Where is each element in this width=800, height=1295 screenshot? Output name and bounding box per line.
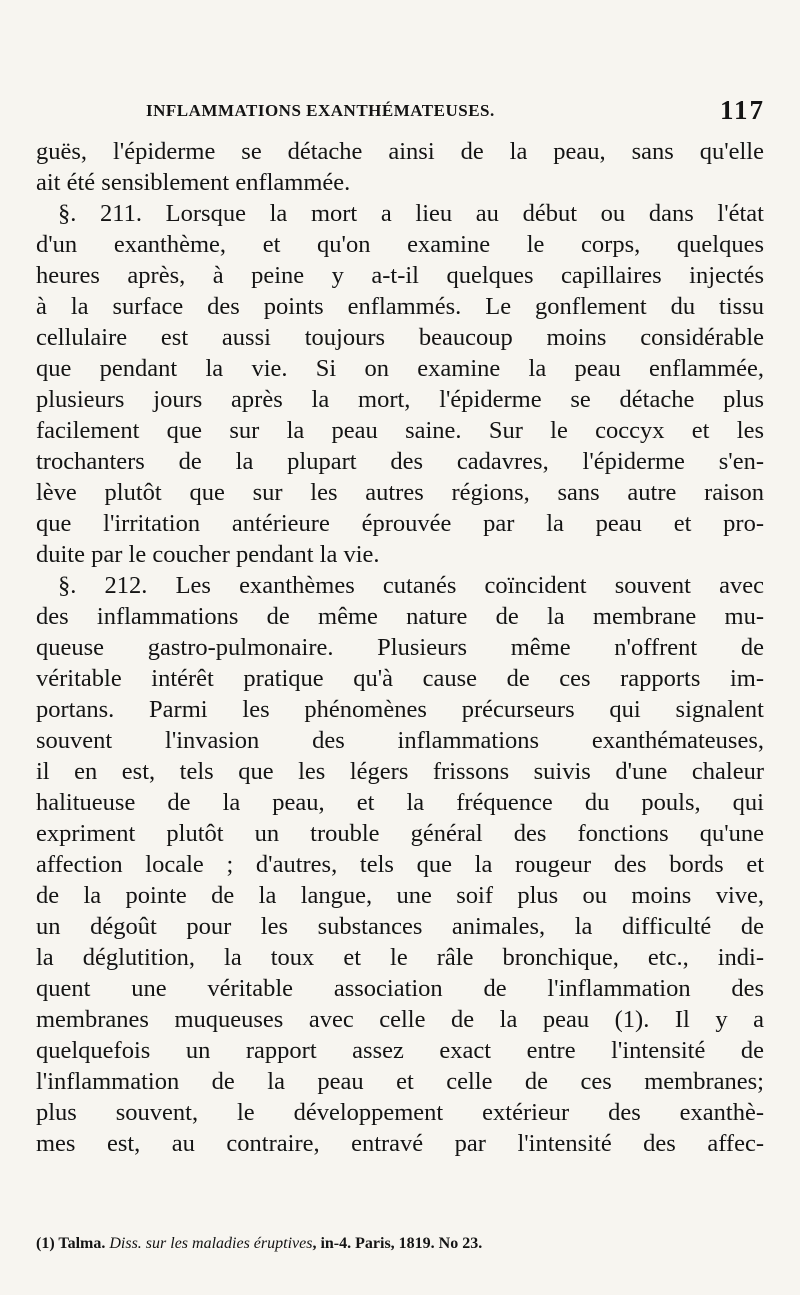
text-line: duite par le coucher pendant la vie. [36, 541, 380, 568]
text-line: plus souvent, le développement extérieur des exanthè- [36, 1099, 764, 1126]
text-line: affection locale ; d'autres, tels que la rougeur des bords et [36, 851, 764, 878]
text-line: plusieurs jours après la mort, l'épiderme se détache plus [36, 386, 764, 413]
text-line: cellulaire est aussi toujours beaucoup moins considérable [36, 324, 764, 351]
footnote-title: Diss. sur les maladies éruptives [109, 1235, 313, 1252]
text-line: que pendant la vie. Si on examine la peau enflammée, [36, 355, 764, 382]
text-line: queuse gastro-pulmonaire. Plusieurs même n'offrent de [36, 634, 764, 661]
footnote-rest: , in-4. Paris, 1819. No 23. [312, 1235, 483, 1252]
text-line: ait été sensiblement enflammée. [36, 169, 351, 196]
text-line: que l'irritation antérieure éprouvée par la peau et pro- [36, 510, 764, 537]
text-line: quelquefois un rapport assez exact entre l'intensité de [36, 1037, 764, 1064]
text-line: la déglutition, la toux et le râle bronchique, etc., indi- [36, 944, 764, 971]
text-line: facilement que sur la peau saine. Sur le coccyx et les [36, 417, 764, 444]
text-line: de la pointe de la langue, une soif plus ou moins vive, [36, 882, 764, 909]
text-line: il en est, tels que les légers frissons suivis d'une chaleur [36, 758, 764, 785]
page-number: 117 [719, 95, 765, 125]
paragraph-start-212: §. 212. Les exanthèmes cutanés coïncident souvent avec [58, 572, 764, 599]
footnote-marker: (1) Talma. [36, 1235, 106, 1252]
text-line: véritable intérêt pratique qu'à cause de ces rapports im- [36, 665, 764, 692]
text-line: heures après, à peine y a-t-il quelques capillaires injectés [36, 262, 764, 289]
text-line: guës, l'épiderme se détache ainsi de la peau, sans qu'elle [36, 138, 764, 165]
text-line: membranes muqueuses avec celle de la peau (1). Il y a [36, 1006, 764, 1033]
text-line: quent une véritable association de l'inflammation des [36, 975, 764, 1002]
paragraph-start-211: §. 211. Lorsque la mort a lieu au début ou dans l'état [58, 200, 764, 227]
text-line: l'inflammation de la peau et celle de ces membranes; [36, 1068, 764, 1095]
text-line: portans. Parmi les phénomènes précurseurs qui signalent [36, 696, 764, 723]
text-line: mes est, au contraire, entravé par l'intensité des affec- [36, 1130, 764, 1157]
running-title: INFLAMMATIONS EXANTHÉMATEUSES. [146, 101, 495, 120]
body-text [36, 136, 764, 1159]
text-line: des inflammations de même nature de la membrane mu- [36, 603, 764, 630]
text-line: souvent l'invasion des inflammations exanthémateuses, [36, 727, 764, 754]
text-line: halitueuse de la peau, et la fréquence du pouls, qui [36, 789, 764, 816]
footnote [36, 1235, 764, 1253]
text-line: trochanters de la plupart des cadavres, l'épiderme s'en- [36, 448, 764, 475]
text-line: à la surface des points enflammés. Le gonflement du tissu [36, 293, 764, 320]
text-line: un dégoût pour les substances animales, la difficulté de [36, 913, 764, 940]
text-line: expriment plutôt un trouble général des fonctions qu'une [36, 820, 764, 847]
text-line: d'un exanthème, et qu'on examine le corps, quelques [36, 231, 764, 258]
page-header [140, 95, 765, 135]
text-line: lève plutôt que sur les autres régions, sans autre raison [36, 479, 764, 506]
